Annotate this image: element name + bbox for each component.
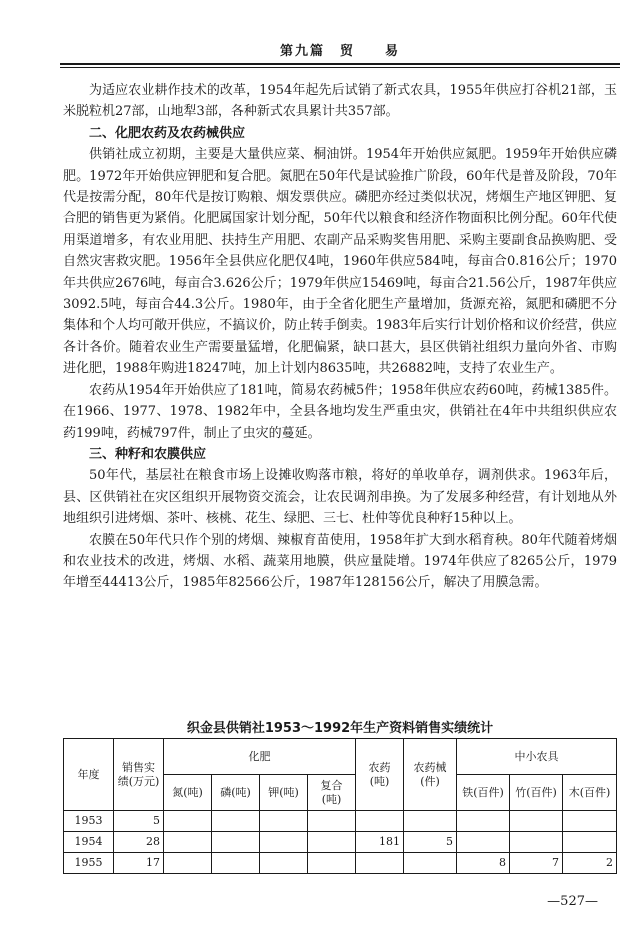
header-rule-thin (60, 67, 620, 68)
running-header: 第九篇 贸 易 (279, 44, 400, 59)
cell-pesticide: 181 (356, 832, 404, 853)
paragraph-film: 农膜在50年代只作个别的烤烟、辣椒育苗使用，1958年扩大到水稻育秧。80年代随着烤烟和农业技术的改进，烤烟、水稻、蔬菜用地膜，供应量陡增。1974年供应了8265公斤，1979年增至44413公斤，1985年82566公斤，1987年128156公斤，解决了用膜急需。 (63, 532, 617, 591)
cell-sales: 17 (114, 853, 164, 874)
cell-sprayer (404, 811, 457, 832)
cell-sales: 28 (114, 832, 164, 853)
cell-nitrogen (164, 811, 212, 832)
cell-wood (563, 811, 617, 832)
cell-sprayer (404, 853, 457, 874)
header-rule (60, 63, 620, 65)
cell-bamboo (510, 811, 563, 832)
col-header-compound: 复合(吨) (308, 775, 356, 811)
table-title: 织金县供销社1953～1992年生产资料销售实绩统计 (186, 721, 494, 736)
paragraph-fertilizer: 供销社成立初期，主要是大量供应菜、桐油饼。1954年开始供应氮肥。1959年开始供应磷肥。1972年开始供应钾肥和复合肥。氮肥在50年代是试验推广阶段，60年代是普及阶段，70年代是按需分配，80年代是按订购粮、烟发票供应。磷肥亦经过类似状况，烤烟生产地区钾肥、复合肥的销售更为紧俏。化肥属国家计划分配，50年代以粮食和经济作物面积比例分配。60年代使用渠道增多，有农业用肥、扶持生产用肥、农副产品采购奖售用肥、采购主要副食品换购肥、受自然灾害救灾肥。1956年全县供应化肥仅4吨，1960年供应584吨，每亩合0.816公斤；1970年共供应2676吨，每亩合3.626公斤；1979年供应15469吨，每亩合21.56公斤，1987年供应3092.5吨，每亩合44.3公斤。1980年，由于全省化肥生产量增加，货源充裕，氮肥和磷肥不分集体和个人均可敞开供应，不搞议价，防止转手倒卖。1983年后实行计划价格和议价经营，供应各计各价。随着农业生产需要量猛增，化肥偏紧，缺口甚大，县区供销社组织力量向外省、市购进化肥，1988年购进18247吨，加上计划内8635吨，共26882吨，支持了农业生产。 (63, 147, 617, 377)
col-header-year: 年度 (64, 739, 114, 811)
cell-potassium (260, 853, 308, 874)
cell-compound (308, 853, 356, 874)
col-header-tools: 中小农具 (457, 739, 617, 775)
table-row (64, 853, 617, 874)
col-header-iron: 铁(百件) (457, 775, 510, 811)
paragraph-seeds: 50年代，基层社在粮食市场上设摊收购落市粮，将好的单收单存，调剂供求。1963年后，县、区供销社在灾区组织开展物资交流会，让农民调剂串换。为了发展多种经营，有计划地从外地组织引进烤烟、茶叶、核桃、花生、绿肥、三七、杜仲等优良种籽15种以上。 (63, 468, 617, 527)
body-text (63, 80, 617, 594)
col-header-sprayer: 农药械(件) (404, 739, 457, 811)
cell-year: 1954 (64, 832, 114, 853)
col-header-fertilizer: 化肥 (164, 739, 356, 775)
cell-iron (457, 832, 510, 853)
cell-wood: 2 (563, 853, 617, 874)
cell-sales: 5 (114, 811, 164, 832)
cell-phosphorus (212, 853, 260, 874)
section-heading-seeds: 三、种籽和农膜供应 (89, 446, 207, 462)
cell-bamboo (510, 832, 563, 853)
cell-nitrogen (164, 853, 212, 874)
cell-bamboo: 7 (510, 853, 563, 874)
col-header-bamboo: 竹(百件) (510, 775, 563, 811)
page-number: —527— (547, 894, 598, 909)
col-header-pesticide: 农药(吨) (356, 739, 404, 811)
cell-iron: 8 (457, 853, 510, 874)
table-row (64, 811, 617, 832)
cell-compound (308, 811, 356, 832)
cell-pesticide (356, 853, 404, 874)
cell-year: 1953 (64, 811, 114, 832)
cell-wood (563, 832, 617, 853)
col-header-wood: 木(百件) (563, 775, 617, 811)
paragraph-pesticide: 农药从1954年开始供应了181吨，简易农药械5件；1958年供应农药60吨，药械1385件。在1966、1977、1978、1982年中，全县各地均发生严重虫灾，供销社在4年中共组织供应农药199吨，药械797件，制止了虫灾的蔓延。 (63, 382, 617, 441)
col-header-nitrogen: 氮(吨) (164, 775, 212, 811)
cell-nitrogen (164, 832, 212, 853)
section-heading-fertilizer: 二、化肥农药及农药械供应 (89, 125, 246, 141)
cell-pesticide (356, 811, 404, 832)
col-header-phosphorus: 磷(吨) (212, 775, 260, 811)
cell-potassium (260, 832, 308, 853)
cell-potassium (260, 811, 308, 832)
cell-sprayer: 5 (404, 832, 457, 853)
table-row (64, 832, 617, 853)
cell-iron (457, 811, 510, 832)
paragraph-new-tools: 为适应农业耕作技术的改革，1954年起先后试销了新式农具，1955年供应打谷机21部，玉米脱粒机27部，山地犁3部，各种新式农具累计共357部。 (63, 83, 617, 120)
cell-compound (308, 832, 356, 853)
col-header-sales: 销售实绩(万元) (114, 739, 164, 811)
col-header-potassium: 钾(吨) (260, 775, 308, 811)
cell-phosphorus (212, 832, 260, 853)
cell-phosphorus (212, 811, 260, 832)
cell-year: 1955 (64, 853, 114, 874)
sales-table (63, 738, 617, 874)
